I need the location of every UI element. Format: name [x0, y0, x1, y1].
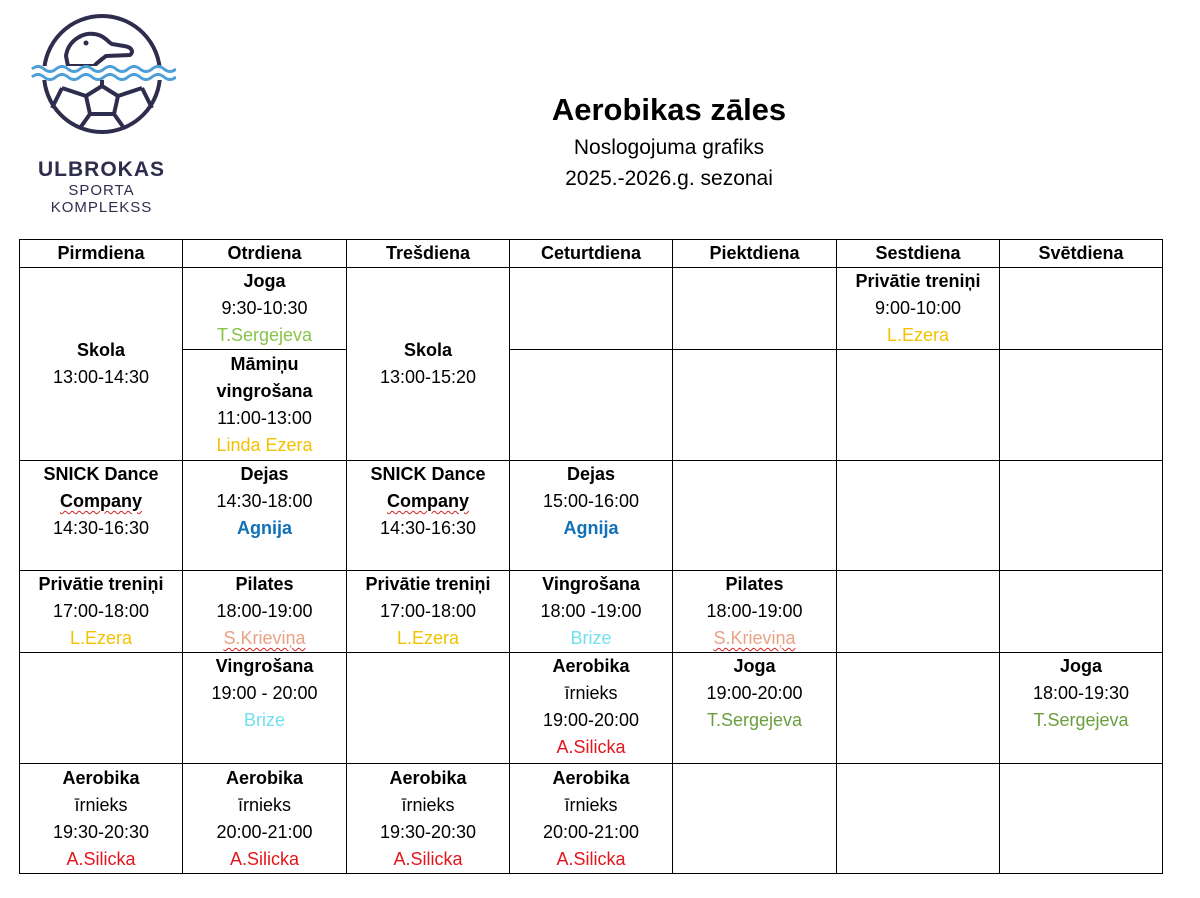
schedule-cell: Dejas 15:00-16:00 Agnija	[510, 461, 673, 571]
day-header: Svētdiena	[1000, 240, 1163, 268]
table-row	[20, 350, 1163, 461]
day-header-row	[20, 240, 1163, 268]
schedule-table	[19, 239, 1163, 874]
page-header	[468, 88, 870, 194]
table-row	[20, 268, 1163, 350]
logo-line2: SPORTA	[68, 182, 135, 199]
day-header: Trešdiena	[347, 240, 510, 268]
schedule-cell	[673, 764, 837, 874]
schedule-cell	[1000, 350, 1163, 461]
schedule-cell: Joga 9:30-10:30 T.Sergejeva	[183, 268, 347, 350]
schedule-cell	[347, 653, 510, 764]
logo-line3: KOMPLEKSS	[50, 199, 153, 216]
page-subtitle: Noslogojuma grafiks	[573, 136, 765, 159]
day-header: Otrdiena	[183, 240, 347, 268]
page-title: Aerobikas zāles	[551, 92, 787, 127]
schedule-cell	[837, 653, 1000, 764]
schedule-cell: Aerobika īrnieks 19:30-20:30 A.Silicka	[347, 764, 510, 874]
schedule-cell	[510, 268, 673, 350]
schedule-cell	[837, 350, 1000, 461]
schedule-cell	[1000, 461, 1163, 571]
table-row	[20, 571, 1163, 653]
logo-line1: ULBROKAS	[38, 158, 165, 181]
schedule-cell	[837, 764, 1000, 874]
schedule-cell: Joga 18:00-19:30 T.Sergejeva	[1000, 653, 1163, 764]
schedule-cell: Vingrošana 19:00 - 20:00 Brize	[183, 653, 347, 764]
schedule-cell: Dejas 14:30-18:00 Agnija	[183, 461, 347, 571]
schedule-cell	[1000, 571, 1163, 653]
schedule-cell: Skola 13:00-14:30	[20, 268, 183, 461]
schedule-cell: Privātie treniņi 17:00-18:00 L.Ezera	[20, 571, 183, 653]
schedule-cell	[837, 571, 1000, 653]
schedule-cell	[20, 653, 183, 764]
schedule-cell	[510, 350, 673, 461]
day-header: Piektdiena	[673, 240, 837, 268]
schedule-cell: Privātie treniņi 17:00-18:00 L.Ezera	[347, 571, 510, 653]
schedule-cell	[1000, 764, 1163, 874]
schedule-cell: Vingrošana 18:00 -19:00 Brize	[510, 571, 673, 653]
table-row	[20, 653, 1163, 764]
season-label: 2025.-2026.g. sezonai	[565, 167, 773, 190]
schedule-cell: Māmiņu vingrošana 11:00-13:00 Linda Ezera	[183, 350, 347, 461]
schedule-cell	[673, 350, 837, 461]
schedule-cell: Aerobika īrnieks 19:00-20:00 A.Silicka	[510, 653, 673, 764]
table-row	[20, 461, 1163, 571]
schedule-cell: Aerobika īrnieks 20:00-21:00 A.Silicka	[183, 764, 347, 874]
schedule-cell	[837, 461, 1000, 571]
schedule-cell: Skola 13:00-15:20	[347, 268, 510, 461]
schedule-cell: Pilates 18:00-19:00 S.Krieviņa	[673, 571, 837, 653]
schedule-cell: Aerobika īrnieks 19:30-20:30 A.Silicka	[20, 764, 183, 874]
schedule-cell	[1000, 268, 1163, 350]
schedule-cell: Aerobika īrnieks 20:00-21:00 A.Silicka	[510, 764, 673, 874]
logo-emblem-icon	[28, 10, 176, 138]
schedule-cell: SNICK Dance Company 14:30-16:30	[347, 461, 510, 571]
schedule-cell: Joga 19:00-20:00 T.Sergejeva	[673, 653, 837, 764]
schedule-cell: Privātie treniņi 9:00-10:00 L.Ezera	[837, 268, 1000, 350]
day-header: Ceturtdiena	[510, 240, 673, 268]
schedule-cell: SNICK Dance Company 14:30-16:30	[20, 461, 183, 571]
schedule-cell: Pilates 18:00-19:00 S.Krieviņa	[183, 571, 347, 653]
table-row	[20, 764, 1163, 874]
schedule-cell	[673, 268, 837, 350]
day-header: Pirmdiena	[20, 240, 183, 268]
logo	[24, 10, 179, 216]
schedule-cell	[673, 461, 837, 571]
day-header: Sestdiena	[837, 240, 1000, 268]
